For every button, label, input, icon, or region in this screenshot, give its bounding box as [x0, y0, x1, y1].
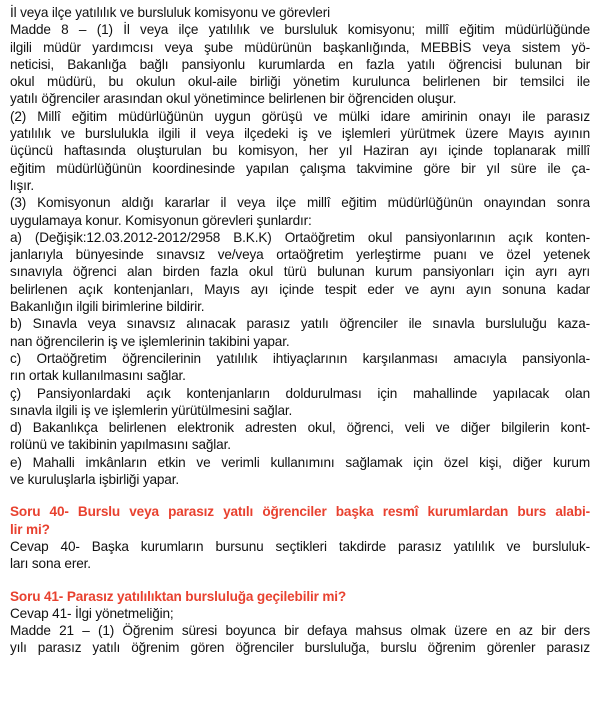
answer-line: yılı parasız yatılı öğrenim gören öğrenciler bursluluğa, burslu öğrenim görenler parasız	[10, 640, 590, 656]
text-line: ç) Pansiyonlardaki açık kontenjanların doldurulması için mahallinde yapılacak olan	[10, 385, 590, 401]
text-line: lışır.	[10, 177, 35, 193]
text-line: yatılılık ve burslulukla ilgili il veya ilçedeki iş ve işlemleri yürütmek üzere Mayıs ayının	[10, 126, 590, 142]
text-line: janlarıyla bünyesinde sınavsız ve/veya ortaöğretim yerleştirme puanı ve özel yetenek	[10, 247, 590, 263]
section-heading: İl veya ilçe yatılılık ve bursluluk komisyonu ve görevleri	[10, 5, 330, 20]
text-line: d) Bakanlıkça belirlenen elektronik adresten okul, öğrenci, veli ve diğer bilgilerin kont-	[10, 420, 590, 436]
text-line: Madde 8 – (1) İl veya ilçe yatılılık ve bursluluk komisyonu; millî eğitim müdürlüğünde	[10, 22, 590, 38]
question-line: lir mi?	[10, 521, 50, 537]
answer-line: Cevap 41- İlgi yönetmeliğin;	[10, 605, 174, 621]
text-line: (3) Komisyonun aldığı kararlar il veya ilçe millî eğitim müdürlüğünün onayından sonra	[10, 195, 590, 211]
answer-line: Madde 21 – (1) Öğrenim süresi boyunca bir defaya mahsus olmak üzere en az bir ders	[10, 623, 590, 639]
text-line: c) Ortaöğretim öğrencilerinin yatılılık ihtiyaçlarının karşılanması amacıyla pansiyonla-	[10, 350, 590, 366]
text-line: sınavıyla öğrenci alan birden fazla okul türü bulunan kurum pansiyonları için ayrı ayrı	[10, 264, 590, 280]
question-40	[10, 503, 590, 572]
text-line: uygulamaya konur. Komisyonun görevleri şunlardır:	[10, 212, 312, 228]
text-line: üçüncü haftasında oluşturulan bu komisyon, her yıl Haziran ayı içinde toplanarak millî	[10, 143, 590, 159]
text-line: ve kuruluşlarla işbirliği yapar.	[10, 472, 179, 488]
question-line: Soru 40- Burslu veya parasız yatılı öğrenciler başka resmî kurumlardan burs alabi-	[10, 504, 590, 520]
text-line: rın ortak kullanılmasını sağlar.	[10, 368, 186, 384]
text-line: nan öğrencilerin iş ve işlemlerinin takibini yapar.	[10, 333, 290, 349]
text-line: rolünü ve takibinin yapılmasını sağlar.	[10, 437, 231, 453]
text-line: sınavla ilgili iş ve işlemlerin yürütülmesini sağlar.	[10, 402, 293, 418]
madde-8-body	[10, 21, 590, 488]
question-41	[10, 588, 590, 657]
text-line: Bakanlığın ilgili birimlerine bildirir.	[10, 299, 205, 315]
text-line: neticisi, Bakanlığa bağlı pansiyonlu kurumlarda en fazla yatılı öğrencisi bulunan bir	[10, 56, 590, 72]
text-line: eğitim müdürlüğünün koordinesinde yapılan çalışma takvimine göre bir yıl süre ile ça-	[10, 160, 590, 176]
text-line: b) Sınavla veya sınavsız alınacak parasız yatılı öğrenciler ile sınavla bursluluğu kaza-	[10, 316, 590, 332]
answer-line: ları sona erer.	[10, 556, 91, 572]
text-line: a) (Değişik:12.03.2012-2012/2958 B.K.K) Ortaöğretim okul pansiyonlarının açık konten-	[10, 229, 590, 245]
text-line: yatılı öğrenciler arasından okul yönetimince belirlenen bir öğrenciden oluşur.	[10, 91, 457, 107]
answer-line: Cevap 40- Başka kurumların bursunu seçtikleri takdirde parasız yatılılık ve bursluluk-	[10, 538, 590, 554]
text-line: (2) Millî eğitim müdürlüğünün uygun görüşü ve mülki idare amirinin onayı ile parasız	[10, 108, 590, 124]
text-line: okul müdürü, bu okulun okul-aile birliği yönetim kurulunca belirlenen bir temsilci ile	[10, 74, 590, 90]
text-line: ilgili müdür yardımcısı veya şube müdürünün başkanlığında, MEBBİS veya sistem yö-	[10, 39, 590, 55]
text-line: belirlenen açık kontenjanları, Mayıs ayı içinde tespit eder ve aynı ayın sonuna kadar	[10, 281, 590, 297]
question-line: Soru 41- Parasız yatılılıktan bursluluğa geçilebilir mi?	[10, 588, 347, 604]
text-line: e) Mahalli imkânların etkin ve verimli kullanımını sağlamak için özel kişi, diğer kurum	[10, 454, 590, 470]
